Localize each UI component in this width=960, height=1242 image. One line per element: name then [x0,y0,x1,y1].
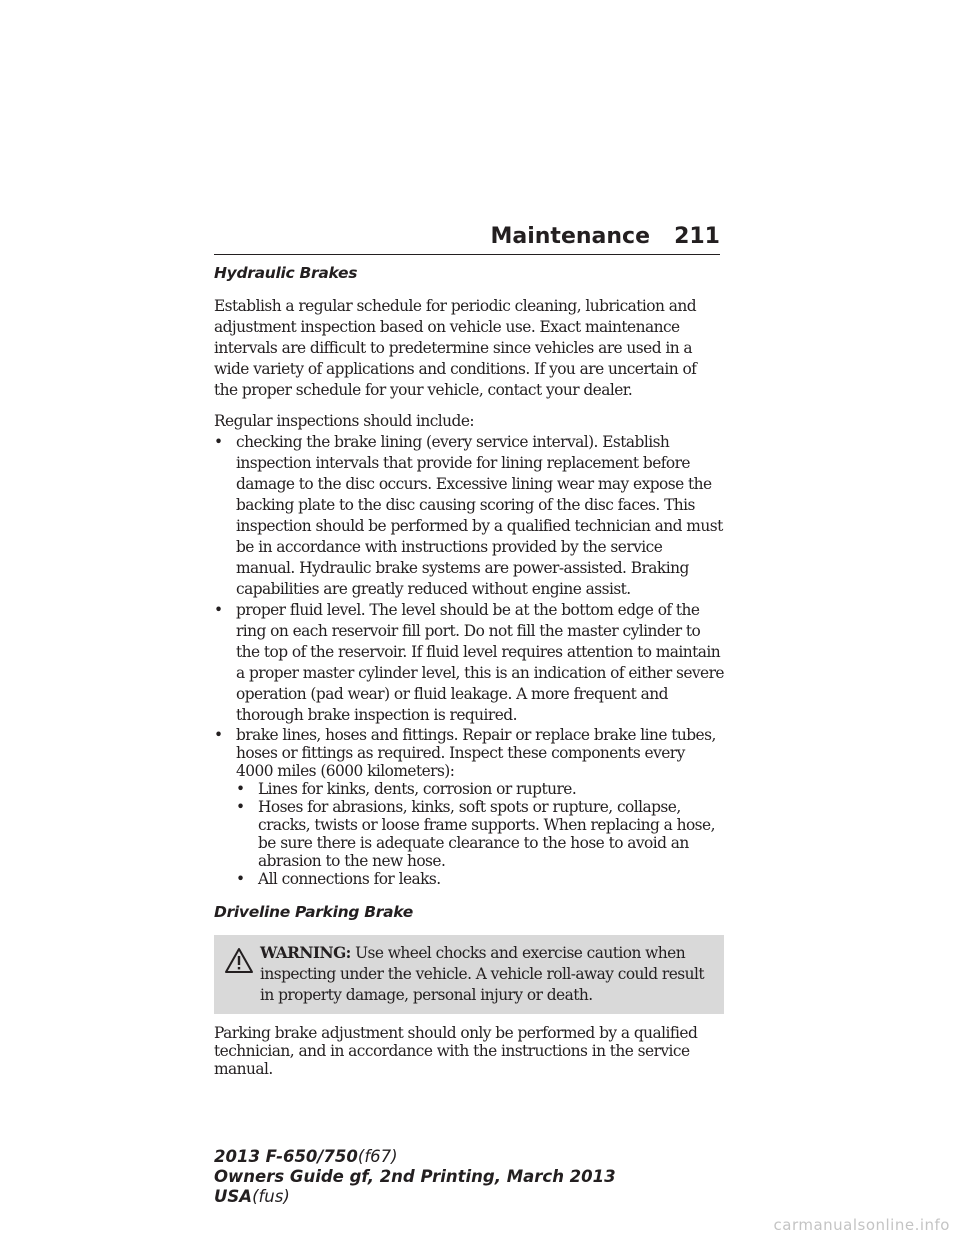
bullet-icon: • [236,780,245,798]
footer-line-model [214,1147,616,1167]
warning-label: WARNING: [260,944,351,962]
watermark: carmanualsonline.info [773,1216,950,1234]
inspections-intro: Regular inspections should include: [214,412,475,430]
inspection-list [214,432,724,888]
footer-market: USA [214,1187,253,1206]
list-item-text: proper fluid level. The level should be at the bottom edge of the ring on each reservoir fill port. Do not fill the master cylinder to the top of the reservoir. If fluid level requires attention to maintain a proper master cylinder level, this is an indication of either severe operation (pad wear) or fluid leakage. A more frequent and thorough brake inspection is required. [236,601,724,724]
hydraulic-brakes-heading: Hydraulic Brakes [214,264,358,282]
parking-brake-paragraph: Parking brake adjustment should only be performed by a qualified technician, and in accordance with the instructions in the service manual. [214,1024,698,1078]
bullet-icon: • [214,601,223,619]
page-content [214,263,724,1088]
page-header [214,224,720,255]
bullet-icon: • [236,798,245,816]
warning-message: Use wheel chocks and exercise caution when inspecting under the vehicle. A vehicle roll-away could result in property damage, personal injury or death. [260,944,704,1004]
bullet-icon: • [214,726,223,744]
list-item [214,600,724,726]
footer-model: 2013 F-650/750 [214,1147,358,1166]
sub-list-item [236,798,724,870]
section-title: Maintenance [490,224,650,249]
footer-line-guide [214,1167,616,1187]
warning-triangle-icon [224,947,254,974]
driveline-parking-brake-heading: Driveline Parking Brake [214,903,413,921]
list-item-text: brake lines, hoses and fittings. Repair or replace brake line tubes, hoses or fittings as required. Inspect these components every 4000 miles (6000 kilometers): [236,726,716,780]
footer-market-code: (fus) [252,1187,290,1206]
sub-list-item-text: All connections for leaks. [258,870,441,888]
warning-box [214,935,724,1014]
page-footer [214,1147,616,1207]
sub-list [236,780,724,888]
bullet-icon: • [214,433,223,451]
footer-line-market [214,1187,616,1207]
bullet-icon: • [236,870,245,888]
footer-guide: Owners Guide gf, 2nd Printing, March 2013 [214,1167,616,1186]
list-item [214,726,724,888]
warning-text [222,943,714,1006]
page-number: 211 [674,224,720,249]
sub-list-item [236,870,724,888]
hydraulic-intro-paragraph: Establish a regular schedule for periodic cleaning, lubrication and adjustment inspection based on vehicle use. Exact maintenance intervals are difficult to predetermine since vehicles are used in a wide variety of applications and conditions. If you are uncertain of the proper schedule for your vehicle, contact your dealer. [214,297,697,399]
sub-list-item-text: Lines for kinks, dents, corrosion or rupture. [258,780,577,798]
footer-model-code: (f67) [357,1147,398,1166]
list-item-text: checking the brake lining (every service interval). Establish inspection intervals that provide for lining replacement before damage to the disc occurs. Excessive lining wear may expose the backing plate to the disc causing scoring of the disc faces. This inspection should be performed by a qualified technician and must be in accordance with instructions provided by the service manual. Hydraulic brake systems are power-assisted. Braking capabilities are greatly reduced without engine assist. [236,433,723,598]
sub-list-item-text: Hoses for abrasions, kinks, soft spots or rupture, collapse, cracks, twists or loose frame supports. When replacing a hose, be sure there is adequate clearance to the hose to avoid an abrasion to the new hose. [258,798,715,870]
list-item [214,432,724,600]
sub-list-item [236,780,724,798]
